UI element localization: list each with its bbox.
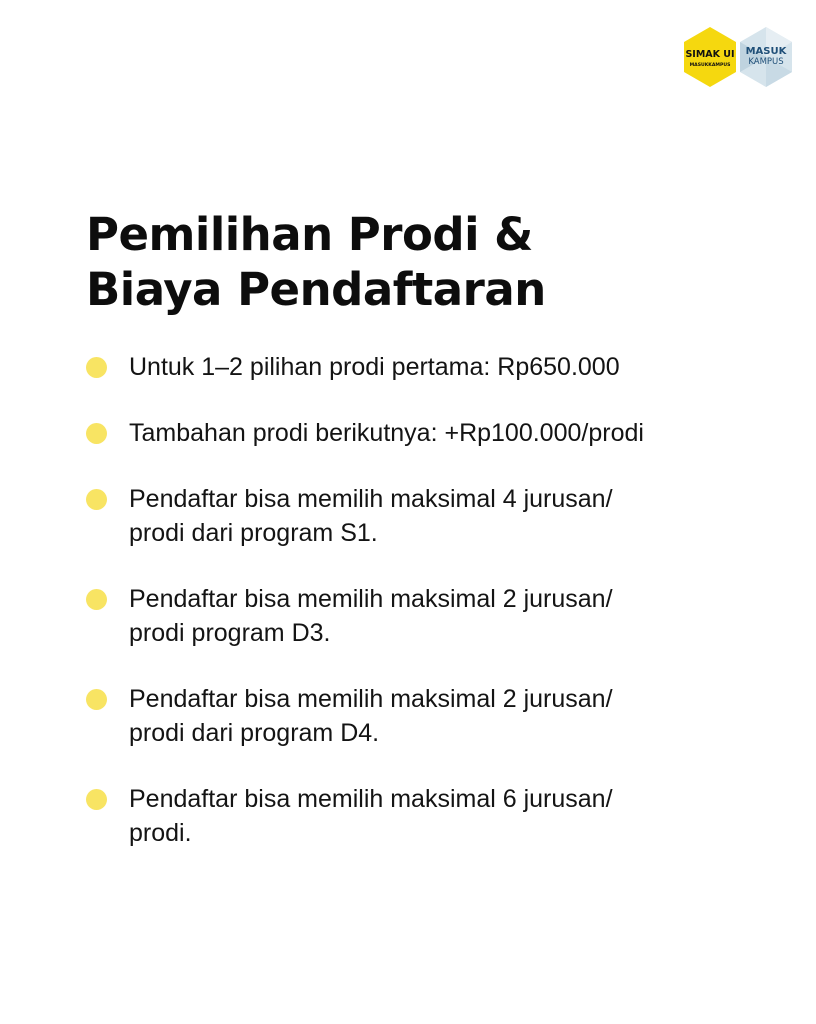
list-item-line: prodi program D3. (129, 619, 331, 647)
list-item (86, 682, 766, 750)
masuk-kampus-logo (738, 26, 794, 88)
list-item (86, 582, 766, 650)
list-item-text (129, 416, 766, 450)
bullet-dot-icon (86, 489, 107, 510)
list-item (86, 782, 766, 850)
list-item (86, 350, 766, 384)
simak-logo-line1: SIMAK UI (685, 49, 735, 60)
list-item-text (129, 682, 766, 750)
list-item-line: Pendaftar bisa memilih maksimal 6 jurusan/ (129, 785, 613, 813)
list-item-text (129, 482, 766, 550)
list-item-line: prodi dari program D4. (129, 719, 380, 747)
bullet-dot-icon (86, 357, 107, 378)
bullet-dot-icon (86, 689, 107, 710)
list-item-line: Pendaftar bisa memilih maksimal 4 jurusan/ (129, 485, 613, 513)
list-item-line: prodi. (129, 819, 192, 847)
title-line-1: Pemilihan Prodi & (86, 208, 533, 261)
list-item-line: Tambahan prodi berikutnya: +Rp100.000/prodi (129, 419, 644, 447)
masuk-logo-line2: KAMPUS (748, 57, 784, 67)
list-item-line: prodi dari program S1. (129, 519, 378, 547)
list-item (86, 416, 766, 450)
list-item-text (129, 582, 766, 650)
list-item-text (129, 350, 766, 384)
page-title (86, 207, 546, 317)
logo-group (682, 26, 798, 88)
bullet-dot-icon (86, 789, 107, 810)
fee-info-list (86, 350, 766, 850)
list-item-line: Pendaftar bisa memilih maksimal 2 jurusan/ (129, 585, 613, 613)
masuk-logo-line1: MASUK (745, 46, 787, 57)
list-item-line: Pendaftar bisa memilih maksimal 2 jurusan/ (129, 685, 613, 713)
simak-logo-line2: MASUKKAMPUS (689, 63, 731, 68)
list-item-line: Untuk 1–2 pilihan prodi pertama: Rp650.000 (129, 353, 620, 381)
list-item (86, 482, 766, 550)
bullet-dot-icon (86, 423, 107, 444)
list-item-text (129, 782, 766, 850)
simak-ui-logo (682, 26, 738, 88)
title-line-2: Biaya Pendaftaran (86, 263, 546, 316)
bullet-dot-icon (86, 589, 107, 610)
